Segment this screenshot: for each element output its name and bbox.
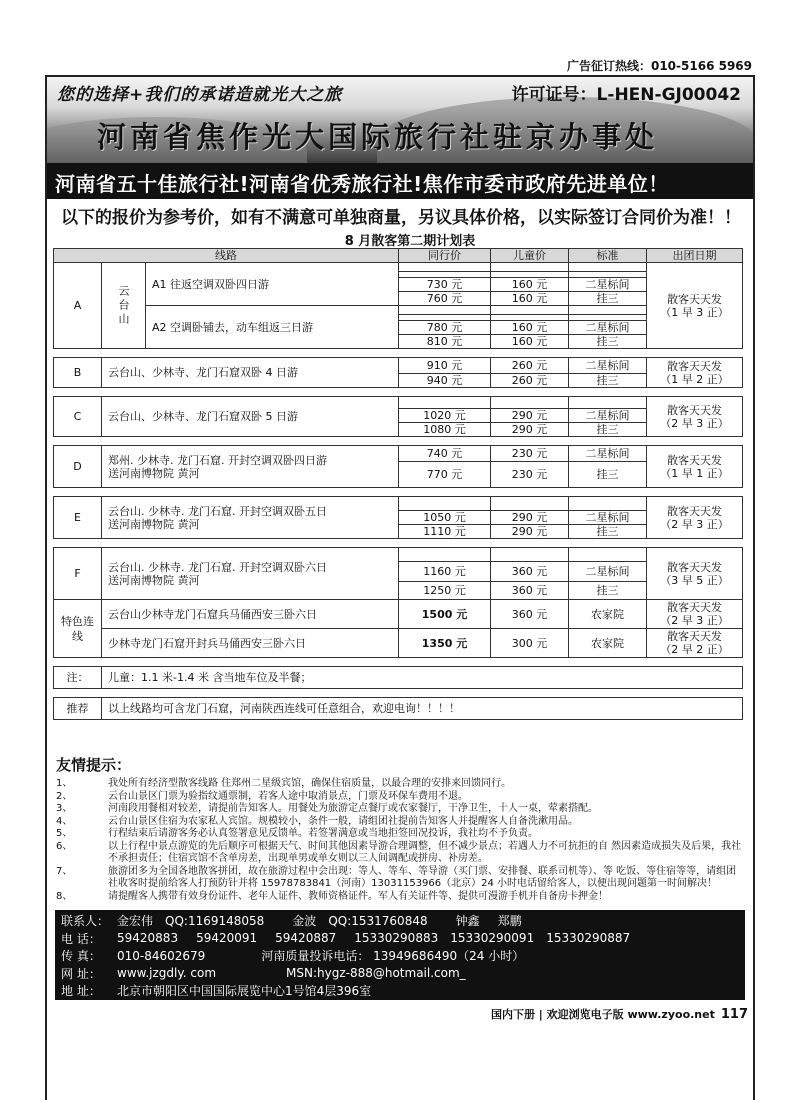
agency-title: 河南省焦作光大国际旅行社驻京办事处: [97, 120, 659, 154]
contact-box: [55, 910, 745, 1000]
route-name: A1 往返空调双卧四日游: [146, 263, 399, 306]
table-row: [54, 497, 743, 511]
group-label: F: [54, 548, 102, 600]
depart-date: 散客天天发 （2 早 3 正）: [647, 397, 743, 437]
route-name: 云台山少林寺龙门石窟兵马俑西安三卧六日: [102, 600, 399, 629]
tip-item: 3、 河南段用餐相对较差，请提前告知客人。用餐处为旅游定点餐厅或农家餐厅，干净卫生，十人一桌，荤素搭配。: [56, 803, 598, 814]
license-number: 许可证号：L-HEN-GJ00042: [511, 85, 741, 105]
route-name: 郑州. 少林寺. 龙门石窟. 开封空调双卧四日游 送河南博物院 黄河: [102, 446, 399, 488]
page-footer: 国内下册 | 欢迎浏览电子版 www.zyoo.net 117: [490, 1007, 748, 1022]
depart-date: 散客天天发 （1 早 3 正）: [647, 263, 743, 349]
header-route: 线路: [54, 249, 399, 263]
honors-bar: 河南省五十佳旅行社!河南省优秀旅行社!焦作市委市政府先进单位！: [47, 163, 753, 199]
route-name: A2 空调卧铺去，动车组返三日游: [146, 306, 399, 349]
contact-fax: 传 真： 010-84602679 河南质量投诉电话： 13949686490（24 小时）: [61, 948, 525, 964]
ad-hotline: 广告征订热线：010-5166 5969: [566, 59, 752, 73]
table-row: 1080 元 290 元 挂三: [54, 423, 743, 437]
group-sublabel: 云台山: [102, 263, 146, 349]
recommend-row: 推荐 以上线路均可含龙门石窟，河南陕西连线可任意组合，欢迎电询！！！！: [54, 698, 743, 720]
route-name: 少林寺龙门石窟开封兵马俑西安三卧六日: [102, 629, 399, 658]
group-label: B: [54, 358, 102, 388]
table-row: 1250 元 360 元 挂三: [54, 582, 743, 600]
note-row: 注： 儿童：1.1 米-1.4 米 含当地车位及半餐；: [54, 667, 743, 689]
group-label: D: [54, 446, 102, 488]
route-name: 云台山. 少林寺. 龙门石窟. 开封空调双卧六日 送河南博物院 黄河: [102, 548, 399, 600]
tip-item: 2、 云台山景区门票为验指纹通票制，若客人途中取消景点，门票及环保车费用不退。: [56, 790, 468, 802]
tip-item: 5、 行程结束后请游客务必认真签署意见反馈单。若签署满意或当地拒签回况投诉，我社均不予负责。: [56, 828, 538, 839]
contact-web: 网 址： www.jzgdly. com MSN:hygz-888@hotmail.com_: [61, 966, 466, 981]
plan-title: 8 月散客第二期计划表: [344, 234, 476, 249]
table-row: 少林寺龙门石窟开封兵马俑西安三卧六日 1350 元 300 元 农家院 散客天天发 （2 早 2 正）: [54, 629, 743, 658]
table-row: [54, 548, 743, 562]
table-row: [54, 397, 743, 409]
depart-date: 散客天天发 （2 早 3 正）: [647, 497, 743, 539]
route-name: 云台山. 少林寺. 龙门石窟. 开封空调双卧五日 送河南博物院 黄河: [102, 497, 399, 539]
table-row: 1110 元 290 元 挂三: [54, 525, 743, 539]
tour-table: [53, 248, 743, 720]
table-row: 760 元 160 元 挂三: [54, 292, 743, 306]
group-label: E: [54, 497, 102, 539]
tip-item: 6、 以上行程中景点游览的先后顺序可根据天气、时间其他因素导游合理调整，但不减少景点；若遇人力不可抗拒的自 然因素造成损失及后果，我社不承担责任；住宿宾馆不含单房差，出现单男或单女则以三人间调配或拼房、补房差。: [56, 840, 742, 864]
table-row: 780 元 160 元 二星标间: [54, 321, 743, 335]
page-number: 117: [720, 1007, 748, 1022]
table-row: 1050 元 290 元 二星标间: [54, 511, 743, 525]
tip-item: 7、 旅游团多为全国各地散客拼团，故在旅游过程中会出现：等人、等车、等导游（买门票、安排餐、联系司机等）、等 吃饭、等住宿等等，请组团社收客时提前给客人打预防针并将 15978783841（河南）13031153966（北京）24 小时电话留给客人，以便出现问题第一时间解决！: [56, 865, 737, 889]
slogan: 您的选择+我们的承诺造就光大之旅: [57, 85, 343, 105]
group-label: A: [54, 263, 102, 349]
table-row: 1020 元 290 元 二星标间: [54, 409, 743, 423]
tip-item: 1、 我处所有经济型散客线路 住郑州二星级宾馆，确保住宿质量，以最合理的安排来回馈同行。: [56, 778, 512, 789]
header-banner: [47, 77, 753, 163]
table-row: [54, 263, 743, 272]
route-name: 云台山、少林寺、龙门石窟双卧 5 日游: [102, 397, 399, 437]
table-row: 特色连线 云台山少林寺龙门石窟兵马俑西安三卧六日 1500 元 360 元 农家院 散客天天发 （2 早 3 正）: [54, 600, 743, 629]
depart-date: 散客天天发 （1 早 2 正）: [647, 358, 743, 388]
route-name: 云台山、少林寺、龙门石窟双卧 4 日游: [102, 358, 399, 388]
table-row: 770 元 230 元 挂三: [54, 462, 743, 488]
depart-date: 散客天天发 （1 早 1 正）: [647, 446, 743, 488]
header-child: 儿童价: [491, 249, 569, 263]
table-row: 730 元 160 元 二星标间: [54, 278, 743, 292]
price-notice: 以下的报价为参考价，如有不满意可单独商量，另议具体价格，以实际签订合同价为准！！: [61, 208, 741, 228]
contact-phones: 电 话： 59420883 59420091 59420887 15330290883 15330290091 15330290887: [61, 931, 631, 946]
tip-item: 8、 请提醒客人携带有效身份证件、老年人证件、教师资格证件。军人有关证件等、提供可漫游手机并自备房卡押金！: [56, 890, 608, 902]
table-row: 1160 元 360 元 二星标间: [54, 562, 743, 582]
depart-date: 散客天天发 （2 早 2 正）: [647, 629, 743, 658]
table-row: B 云台山、少林寺、龙门石窟双卧 4 日游 910 元 260 元 二星标间 散客天天发 （1 早 2 正）: [54, 358, 743, 374]
header-price: 同行价: [399, 249, 491, 263]
depart-date: 散客天天发 （2 早 3 正）: [647, 600, 743, 629]
tips-title: 友情提示：: [56, 756, 132, 774]
group-label: C: [54, 397, 102, 437]
tip-item: 4、 云台山景区住宿为农家私人宾馆。规模较小，条件一般，请组团社提前告知客人并提醒客人自备洗漱用品。: [56, 815, 578, 827]
table-row: 810 元 160 元 挂三: [54, 335, 743, 349]
header-date: 出团日期: [647, 249, 743, 263]
contact-people: 联系人： 金宏伟 QQ:1169148058 金波 QQ:1531760848 钟鑫 郑鹏: [61, 913, 522, 929]
contact-address: 地 址： 北京市朝阳区中国国际展览中心1号馆4层396室: [61, 984, 372, 999]
table-row: D 郑州. 少林寺. 龙门石窟. 开封空调双卧四日游 送河南博物院 黄河 740 元 230 元 二星标间 散客天天发 （1 早 1 正）: [54, 446, 743, 462]
depart-date: 散客天天发 （3 早 5 正）: [647, 548, 743, 600]
table-row: [54, 306, 743, 315]
table-row: 940 元 260 元 挂三: [54, 374, 743, 388]
header-standard: 标准: [569, 249, 647, 263]
tips-section: [56, 754, 746, 903]
group-label: 特色连线: [54, 600, 102, 658]
table-header: [54, 249, 743, 263]
website-link[interactable]: www.jzgdly. com: [117, 966, 217, 981]
